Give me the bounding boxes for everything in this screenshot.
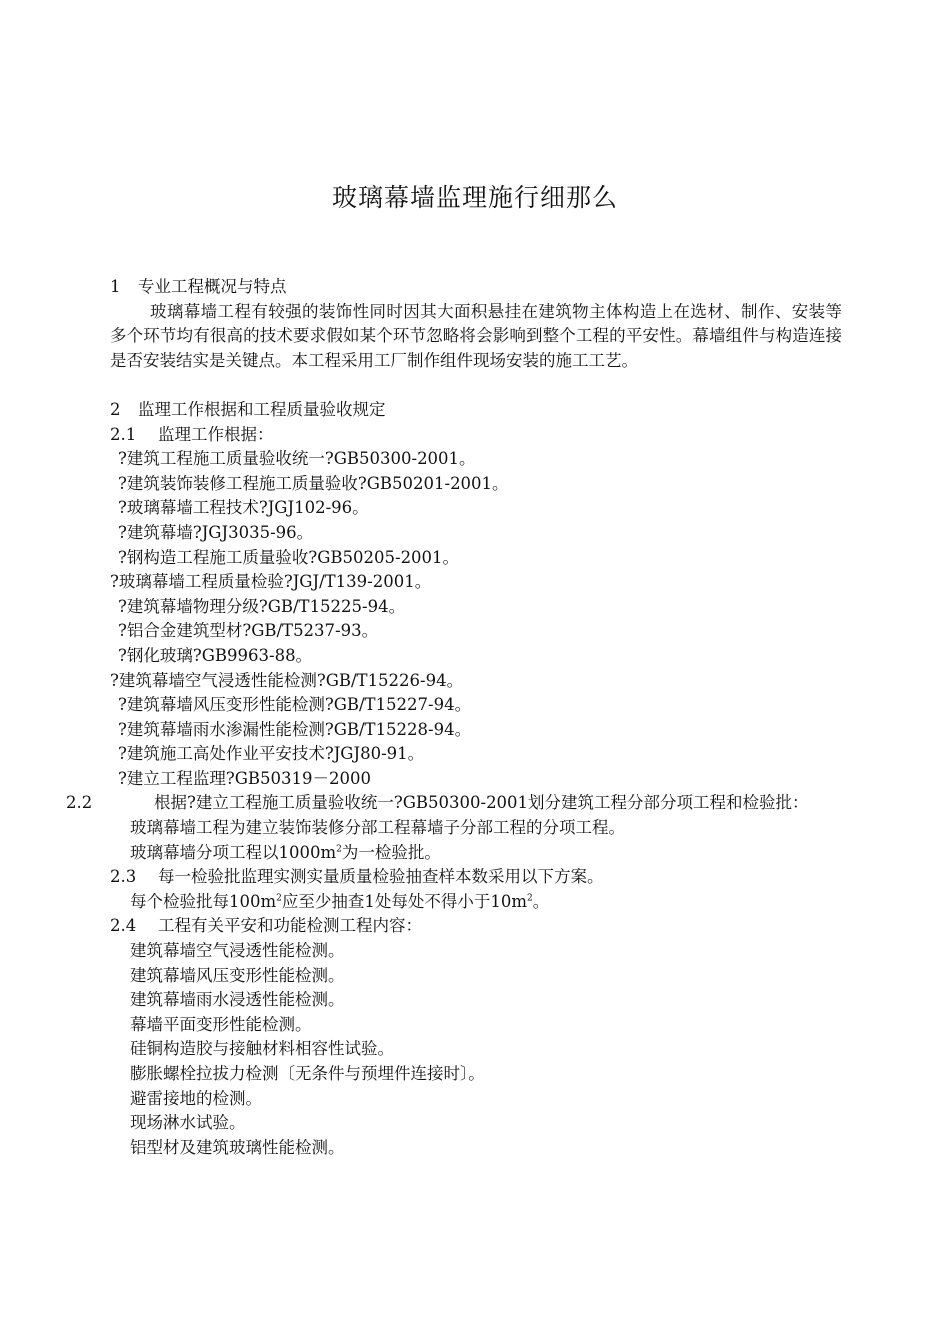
section-heading-text: 专业工程概况与特点 — [138, 277, 287, 296]
subsection-heading-text: 每一检验批监理实测实量质量检验抽查样本数采用以下方案。 — [158, 867, 604, 887]
standard-item: ?铝合金建筑型材?GB/T5237-93。 — [118, 621, 379, 641]
standard-item: ?建筑工程施工质量验收统一?GB50300-2001。 — [118, 449, 476, 469]
subsection-number: 2.3 — [110, 867, 137, 887]
standard-item: ?钢化玻璃?GB9963-88。 — [118, 645, 313, 665]
spacer — [110, 373, 842, 398]
subsection-2-3-line — [110, 890, 842, 915]
standard-item: ?建立工程监理?GB50319－2000 — [118, 768, 371, 788]
superscript: 2 — [276, 893, 282, 904]
standard-item: ?玻璃幕墙工程技术?JGJ102-96。 — [118, 498, 369, 518]
test-item: 建筑幕墙雨水浸透性能检测。 — [130, 990, 345, 1010]
subsection-2-1-heading — [110, 423, 842, 448]
standard-item: ?建筑幕墙?JGJ3035-96。 — [118, 522, 314, 542]
section-1-heading — [110, 275, 842, 300]
standard-item: ?建筑幕墙风压变形性能检测?GB/T15227-94。 — [118, 695, 472, 715]
subsection-2-2-line-2 — [110, 841, 842, 866]
subsection-heading-text: 监理工作根据： — [158, 424, 274, 444]
standard-item: ?玻璃幕墙工程质量检验?JGJ/T139-2001。 — [110, 572, 432, 592]
section-number: 1 — [110, 277, 121, 296]
page-title: 玻璃幕墙监理施行细那么 — [331, 183, 618, 212]
section-2-heading — [110, 398, 842, 423]
text-part: 应至少抽查1处每处不得小于10m — [281, 891, 528, 911]
section-heading-text: 监理工作根据和工程质量验收规定 — [138, 399, 386, 419]
subsection-2-2-line-1: 玻璃幕墙工程为建立装饰装修分部工程幕墙子分部工程的分项工程。 — [130, 818, 625, 838]
standard-item: ?建筑幕墙物理分级?GB/T15225-94。 — [118, 596, 406, 616]
test-item: 建筑幕墙风压变形性能检测。 — [130, 965, 345, 985]
subsection-2-2 — [66, 791, 842, 816]
standard-item: ?钢构造工程施工质量验收?GB50205-2001。 — [118, 547, 460, 567]
test-item: 膨胀螺栓拉拔力检测〔无条件与预埋件连接时〕。 — [130, 1064, 485, 1083]
test-item: 现场淋水试验。 — [130, 1113, 246, 1133]
standard-item: ?建筑幕墙雨水渗漏性能检测?GB/T15228-94。 — [118, 719, 472, 739]
section-number: 2 — [110, 399, 121, 419]
text-part: 。 — [532, 891, 550, 911]
test-item: 铝型材及建筑玻璃性能检测。 — [130, 1137, 345, 1157]
superscript: 2 — [336, 844, 342, 855]
standard-item: ?建筑幕墙空气浸透性能检测?GB/T15226-94。 — [110, 670, 464, 690]
text-part: 每个检验批每100m — [130, 891, 277, 911]
section-1-paragraph: 玻璃幕墙工程有较强的装饰性同时因其大面积悬挂在建筑物主体构造上在选材、制作、安装等多个环节均有很高的技术要求假如某个环节忽略将会影响到整个工程的平安性。幕墙组件与构造连接是否安装结实是关键点。本工程采用工厂制作组件现场安装的施工工艺。 — [110, 301, 842, 370]
text-part: 为一检验批。 — [341, 842, 441, 862]
superscript: 2 — [527, 893, 533, 904]
document-body — [66, 275, 842, 1160]
subsection-number: 2.2 — [66, 793, 93, 813]
standard-item: ?建筑施工高处作业平安技术?JGJ80-91。 — [118, 744, 425, 764]
subsection-number: 2.1 — [110, 424, 137, 444]
subsection-2-3-heading — [110, 865, 842, 890]
test-item: 幕墙平面变形性能检测。 — [130, 1014, 312, 1034]
standard-item: ?建筑装饰装修工程施工质量验收?GB50201-2001。 — [118, 473, 509, 493]
text-part: 玻璃幕墙分项工程以1000m — [130, 842, 337, 862]
standards-list — [110, 447, 842, 791]
test-item: 硅铜构造胶与接触材料相容性试验。 — [130, 1039, 394, 1059]
subsection-number: 2.4 — [110, 916, 137, 936]
test-item: 避雷接地的检测。 — [130, 1088, 262, 1108]
test-item: 建筑幕墙空气浸透性能检测。 — [130, 941, 345, 961]
subsection-2-4-heading — [110, 914, 842, 939]
tests-list — [110, 939, 842, 1160]
subsection-text: 根据?建立工程施工质量验收统一?GB50300-2001划分建筑工程分部分项工程和检验批： — [154, 793, 809, 813]
subsection-heading-text: 工程有关平安和功能检测工程内容： — [158, 916, 422, 936]
